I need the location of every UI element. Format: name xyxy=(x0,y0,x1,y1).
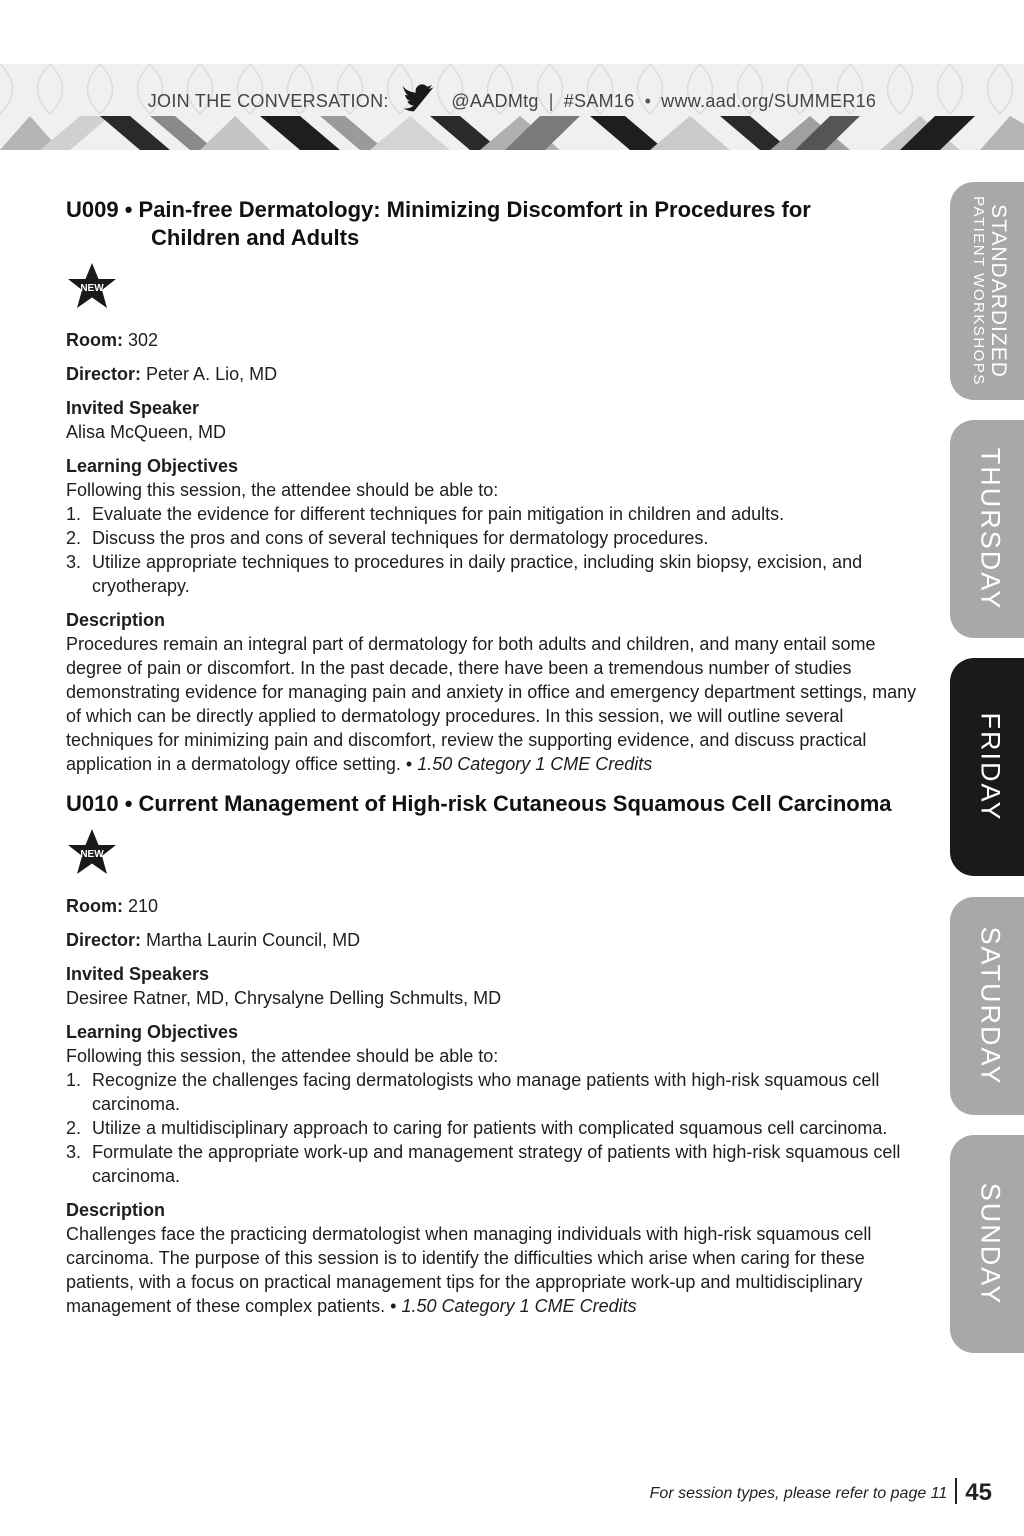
tab-label: SUNDAY xyxy=(975,1182,1006,1306)
objective-item: 2. Utilize a multidisciplinary approach to caring for patients with complicated squamous cell carcinoma. xyxy=(66,1118,888,1138)
director-field: Director: Peter A. Lio, MD xyxy=(66,364,278,384)
speakers-heading: Invited Speaker xyxy=(66,398,200,418)
tab-thursday[interactable] xyxy=(950,420,1024,638)
session-types-note: For session types, please refer to page 11 xyxy=(649,1485,948,1502)
objectives-intro: Following this session, the attendee should be able to: xyxy=(66,1046,499,1066)
new-badge-label: NEW xyxy=(80,849,104,860)
tab-label: STANDARDIZED xyxy=(987,204,1010,378)
objectives-heading: Learning Objectives xyxy=(66,456,239,476)
description-block xyxy=(66,1198,926,1318)
objective-item: 2. Discuss the pros and cons of several techniques for dermatology procedures. xyxy=(66,528,709,548)
description-block xyxy=(66,608,926,776)
page-footer xyxy=(650,1478,992,1507)
description-text: Challenges face the practicing dermatologist when managing individuals with high-risk squamous cell carcinoma. The purpose of this session is to identify the difficulties which arise when caring for these patients, with a focus on practical management tips for the appropriate work-up and multidisciplinary management of these complex patients. • 1.50 Category 1 CME Credits xyxy=(66,1224,872,1316)
objectives-list xyxy=(66,502,926,598)
banner-social-line: JOIN THE CONVERSATION: @AADMtg | #SAM16 • www.aad.org/SUMMER16 xyxy=(0,84,1024,112)
session-u010 xyxy=(66,790,926,1318)
twitter-bird-icon xyxy=(402,84,438,112)
speakers-value: Alisa McQueen, MD xyxy=(66,422,227,442)
speakers-block xyxy=(66,396,926,444)
room-field: Room: 302 xyxy=(66,330,159,350)
objectives-block xyxy=(66,454,926,598)
session-title: U009 • Pain-free Dermatology: Minimizing Discomfort in Procedures for Children and Adults xyxy=(66,197,811,250)
tab-sublabel: PATIENT WORKSHOPS xyxy=(970,196,987,386)
speakers-heading: Invited Speakers xyxy=(66,964,210,984)
tab-saturday[interactable] xyxy=(950,897,1024,1115)
tab-label: FRIDAY xyxy=(975,712,1006,822)
tab-label: THURSDAY xyxy=(975,447,1006,611)
twitter-handle[interactable]: @AADMtg xyxy=(451,91,539,111)
new-badge-label: NEW xyxy=(80,283,104,294)
objective-item: 1. Recognize the challenges facing dermatologists who manage patients with high-risk squamous cell carcinoma. xyxy=(66,1070,880,1114)
footer-divider xyxy=(955,1478,957,1504)
new-star-icon xyxy=(66,828,118,878)
cme-credits: 1.50 Category 1 CME Credits xyxy=(417,754,653,774)
room-value: 210 xyxy=(128,896,159,916)
session-title: U010 • Current Management of High-risk Cutaneous Squamous Cell Carcinoma xyxy=(66,791,892,816)
tab-sunday[interactable] xyxy=(950,1135,1024,1353)
director-value: Martha Laurin Council, MD xyxy=(146,930,361,950)
objectives-heading: Learning Objectives xyxy=(66,1022,239,1042)
hashtag[interactable]: #SAM16 xyxy=(563,91,635,111)
objectives-block xyxy=(66,1020,926,1188)
speakers-block xyxy=(66,962,926,1010)
join-conversation-label: JOIN THE CONVERSATION: xyxy=(147,91,389,111)
tab-standardized-patient-workshops[interactable] xyxy=(950,182,1024,400)
page-number: 45 xyxy=(965,1479,992,1506)
description-heading: Description xyxy=(66,610,166,630)
objectives-list xyxy=(66,1068,926,1188)
new-star-icon xyxy=(66,262,118,312)
speakers-value: Desiree Ratner, MD, Chrysalyne Delling Schmults, MD xyxy=(66,988,502,1008)
description-heading: Description xyxy=(66,1200,166,1220)
cme-credits: 1.50 Category 1 CME Credits xyxy=(401,1296,637,1316)
director-field: Director: Martha Laurin Council, MD xyxy=(66,930,361,950)
session-u009 xyxy=(66,196,926,776)
room-field: Room: 210 xyxy=(66,896,159,916)
objective-item: 3. Utilize appropriate techniques to procedures in daily practice, including skin biopsy, excision, and cryotherapy. xyxy=(66,552,863,596)
session-list xyxy=(66,196,926,1332)
header-banner xyxy=(0,64,1024,150)
website-url[interactable]: www.aad.org/SUMMER16 xyxy=(661,91,877,111)
tab-friday[interactable] xyxy=(950,658,1024,876)
objective-item: 1. Evaluate the evidence for different techniques for pain mitigation in children and adults. xyxy=(66,504,785,524)
objectives-intro: Following this session, the attendee should be able to: xyxy=(66,480,499,500)
tab-label: SATURDAY xyxy=(975,926,1006,1086)
description-text: Procedures remain an integral part of dermatology for both adults and children, and many entail some degree of pain or discomfort. In the past decade, there have been a tremendous number of studies demonstrating evidence for managing pain and anxiety in office and emergency department settings, many of which can be directly applied to dermatology procedures. In this session, we will outline several techniques for minimizing pain and discomfort, review the supporting evidence, and discuss practical application in a dermatology office setting. • 1.50 Category 1 CME Credits xyxy=(66,634,917,774)
objective-item: 3. Formulate the appropriate work-up and management strategy of patients with high-risk squamous cell carcinoma. xyxy=(66,1142,901,1186)
room-value: 302 xyxy=(128,330,159,350)
director-value: Peter A. Lio, MD xyxy=(146,364,278,384)
